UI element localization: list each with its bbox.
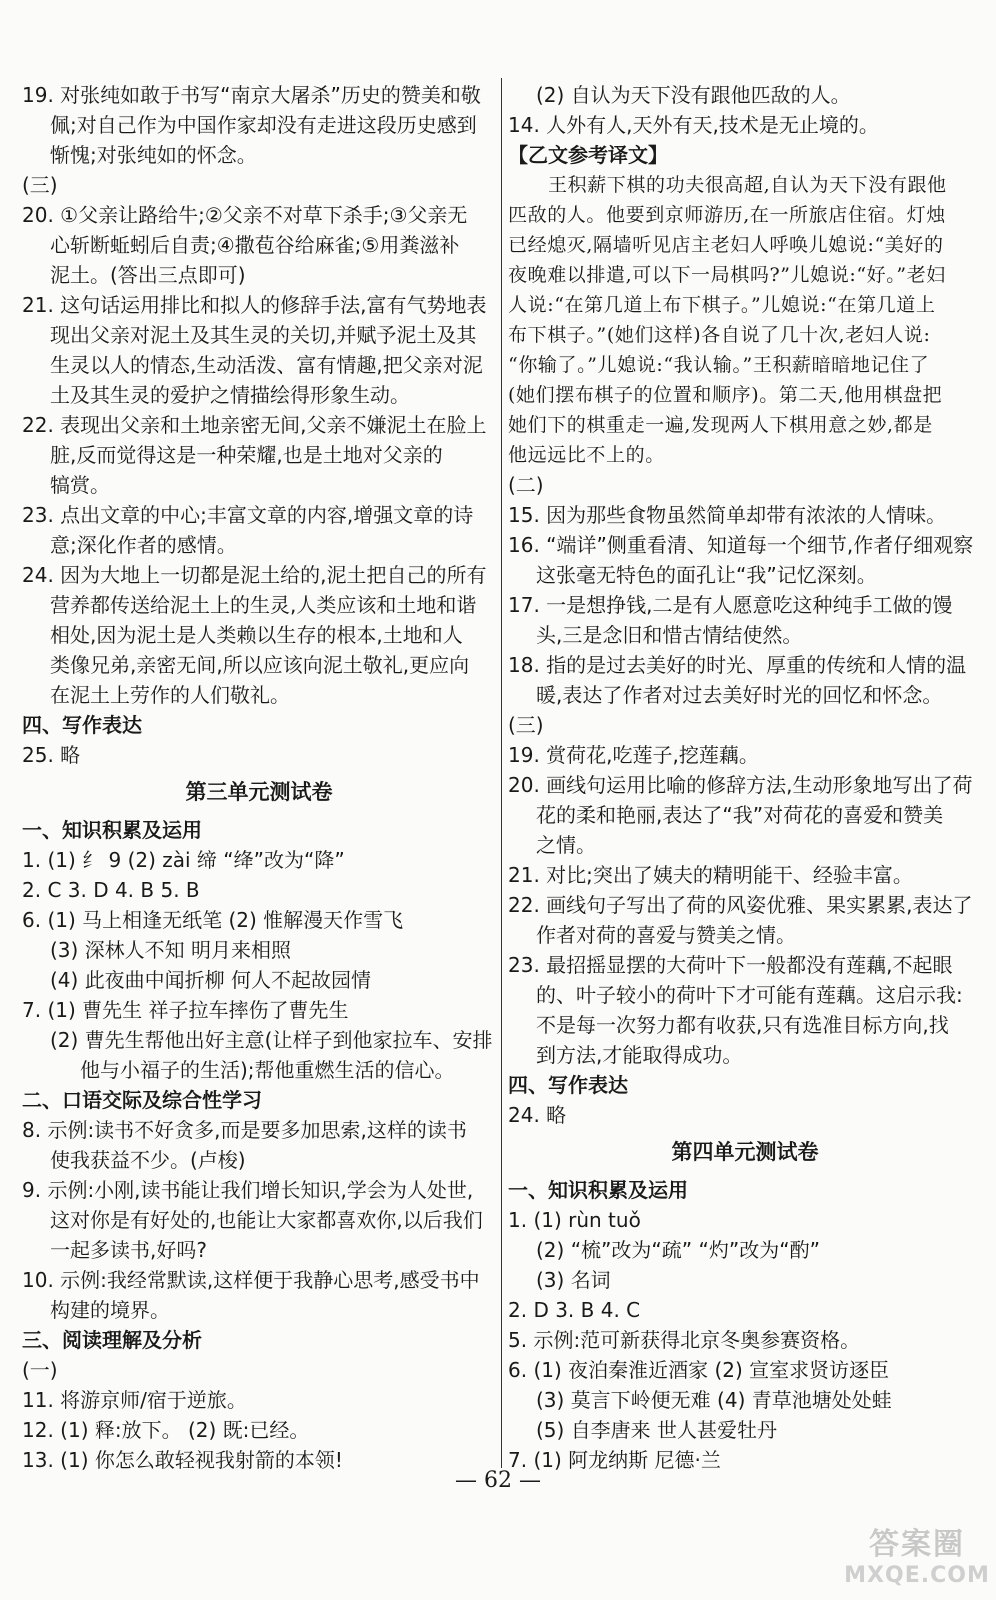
answer-line: 土及其生灵的爱护之情描绘得形象生动。 (50, 383, 410, 407)
translation-line: 他远远比不上的。 (508, 444, 665, 466)
answer-line: 13. (1) 你怎么敢轻视我射箭的本领! (22, 1448, 343, 1472)
answer-line: 21. 对比;突出了姨夫的精明能干、经验丰富。 (508, 863, 913, 887)
answer-line: 20. ①父亲让路给牛;②父亲不对草下杀手;③父亲无 (22, 203, 468, 227)
answer-line: 意;深化作者的感情。 (50, 533, 237, 557)
answer-line: (3) 莫言下岭便无难 (4) 青草池塘处处蛙 (536, 1388, 892, 1412)
answer-line: 8. 示例:读书不好贪多,而是要多加思索,这样的读书 (22, 1118, 467, 1142)
answer-line: (2) “梳”改为“疏” “灼”改为“酌” (536, 1238, 820, 1262)
answer-line: 现出父亲对泥土及其生灵的关切,并赋予泥土及其 (50, 323, 477, 347)
answer-line: 7. (1) 曹先生 祥子拉车摔伤了曹先生 (22, 998, 349, 1022)
answer-line: 不是每一次努力都有收获,只有选准目标方向,找 (536, 1013, 949, 1037)
translation-line: (她们摆布棋子的位置和顺序)。第二天,他用棋盘把 (508, 384, 943, 406)
unit-title: 第四单元测试卷 (671, 1140, 819, 1164)
answer-line: 犒赏。 (50, 473, 110, 497)
answer-line: (2) 曹先生帮他出好主意(让样子到他家拉车、安排 (50, 1028, 493, 1052)
answer-line: 7. (1) 阿龙纳斯 尼德·兰 (508, 1448, 721, 1472)
section-marker: (三) (22, 173, 58, 197)
answer-line: 惭愧;对张纯如的怀念。 (50, 143, 257, 167)
answer-line: 泥土。(答出三点即可) (50, 263, 246, 287)
right-column (508, 80, 982, 1475)
answer-line: 这张毫无特色的面孔让“我”记忆深刻。 (536, 563, 877, 587)
answer-line: 23. 最招摇显摆的大荷叶下一般都没有莲藕,不起眼 (508, 953, 953, 977)
answer-line: 18. 指的是过去美好的时光、厚重的传统和人情的温 (508, 653, 967, 677)
answer-line: 15. 因为那些食物虽然简单却带有浓浓的人情味。 (508, 503, 947, 527)
answer-line: 22. 画线句子写出了荷的风姿优雅、果实累累,表达了 (508, 893, 973, 917)
answer-line: 心斩断蚯蚓后自责;④撒苞谷给麻雀;⑤用粪滋补 (50, 233, 460, 257)
answer-line: 营养都传送给泥土上的生灵,人类应该和土地和谐 (50, 593, 477, 617)
section-marker: (三) (508, 713, 544, 737)
translation-line: 已经熄灭,隔墙听见店主老妇人呼唤儿媳说:“美好的 (508, 234, 944, 256)
answer-line: 脏,反而觉得这是一种荣耀,也是土地对父亲的 (50, 443, 443, 467)
answer-line: 19. 赏荷花,吃莲子,挖莲藕。 (508, 743, 759, 767)
answer-line: 12. (1) 释:放下。 (2) 既:已经。 (22, 1418, 310, 1442)
answer-line: 6. (1) 夜泊秦淮近酒家 (2) 宣室求贤访逐臣 (508, 1358, 890, 1382)
answer-line: 类像兄弟,亲密无间,所以应该向泥土敬礼,更应向 (50, 653, 470, 677)
answer-line: 2. C 3. D 4. B 5. B (22, 878, 200, 902)
answer-line: 一起多读书,好吗? (50, 1238, 207, 1262)
answer-line: 16. “端详”侧重看清、知道每一个细节,作者仔细观察 (508, 533, 974, 557)
answer-line: 6. (1) 马上相逢无纸笔 (2) 惟解漫天作雪飞 (22, 908, 404, 932)
column-divider (501, 78, 502, 1468)
answer-line: 1. (1) 纟 9 (2) zài 缔 “绛”改为“降” (22, 848, 345, 872)
answer-line: 1. (1) rùn tuǒ (508, 1208, 641, 1232)
answer-line: 9. 示例:小刚,读书能让我们增长知识,学会为人处世, (22, 1178, 474, 1202)
translation-line: 她们下的棋重走一遍,发现两人下棋用意之妙,都是 (508, 414, 933, 436)
answer-line: (5) 自李唐来 世人甚爱牡丹 (536, 1418, 778, 1442)
answer-line: 25. 略 (22, 743, 81, 767)
translation-line: “你输了。”儿媳说:“我认输。”王积薪暗暗地记住了 (508, 354, 930, 376)
section-heading: 一、知识积累及运用 (508, 1178, 688, 1202)
answer-line: 在泥土上劳作的人们敬礼。 (50, 683, 290, 707)
answer-line: 作者对荷的喜爱与赞美之情。 (536, 923, 796, 947)
answer-line: (3) 名词 (536, 1268, 611, 1292)
answer-line: 10. 示例:我经常默读,这样便于我静心思考,感受书中 (22, 1268, 480, 1292)
answer-line: 佩;对自己作为中国作家却没有走进这段历史感到 (50, 113, 477, 137)
answer-line: 5. 示例:范可新获得北京冬奥参赛资格。 (508, 1328, 861, 1352)
translation-heading: 【乙文参考译文】 (508, 143, 668, 167)
answer-line: 生灵以人的情态,生动活泼、富有情趣,把父亲对泥 (50, 353, 483, 377)
answer-line: 构建的境界。 (50, 1298, 170, 1322)
answer-line: 21. 这句话运用排比和拟人的修辞手法,富有气势地表 (22, 293, 487, 317)
answer-line: 头,三是念旧和惜古情结使然。 (536, 623, 803, 647)
answer-line: 11. 将游京师/宿于逆旅。 (22, 1388, 247, 1412)
section-heading: 四、写作表达 (508, 1073, 628, 1097)
left-column (22, 80, 496, 1475)
answer-line: 2. D 3. B 4. C (508, 1298, 641, 1322)
section-heading: 三、阅读理解及分析 (22, 1328, 202, 1352)
page-number: — 62 — (455, 1468, 541, 1493)
answer-line: 24. 因为大地上一切都是泥土给的,泥土把自己的所有 (22, 563, 487, 587)
section-heading: 四、写作表达 (22, 713, 142, 737)
answer-line: 17. 一是想挣钱,二是有人愿意吃这种纯手工做的馒 (508, 593, 953, 617)
answer-line: 之情。 (536, 833, 596, 857)
translation-line: 人说:“在第几道上布下棋子。”儿媳说:“在第几道上 (508, 294, 936, 316)
answer-line: 这对你是有好处的,也能让大家都喜欢你,以后我们 (50, 1208, 483, 1232)
watermark-mark: 答案圈 (869, 1526, 965, 1562)
translation-line: 王积薪下棋的功夫很高超,自认为天下没有跟他 (548, 174, 947, 196)
answer-line: 相处,因为泥土是人类赖以生存的根本,土地和人 (50, 623, 463, 647)
answer-line: (2) 自认为天下没有跟他匹敌的人。 (536, 83, 851, 107)
answer-line: 到方法,才能取得成功。 (536, 1043, 743, 1067)
translation-line: 布下棋子。”(她们这样)各自说了几十次,老妇人说: (508, 324, 931, 346)
answer-line: 花的柔和艳丽,表达了“我”对荷花的喜爱和赞美 (536, 803, 944, 827)
answer-line: 23. 点出文章的中心;丰富文章的内容,增强文章的诗 (22, 503, 474, 527)
section-marker: (二) (508, 473, 544, 497)
answer-line: 暖,表达了作者对过去美好时光的回忆和怀念。 (536, 683, 943, 707)
unit-title: 第三单元测试卷 (185, 780, 333, 804)
translation-line: 匹敌的人。他要到京师游历,在一所旅店住宿。灯烛 (508, 204, 946, 226)
watermark-site: MXQE.COM (844, 1562, 990, 1588)
watermark-logo (842, 1510, 992, 1596)
answer-line: 19. 对张纯如敢于书写“南京大屠杀”历史的赞美和敬 (22, 83, 481, 107)
section-marker: (一) (22, 1358, 58, 1382)
answer-line: 24. 略 (508, 1103, 567, 1127)
section-heading: 一、知识积累及运用 (22, 818, 202, 842)
answer-line: 14. 人外有人,天外有天,技术是无止境的。 (508, 113, 879, 137)
answer-line: 他与小福子的生活);帮他重燃生活的信心。 (80, 1058, 455, 1082)
answer-line: 20. 画线句运用比喻的修辞方法,生动形象地写出了荷 (508, 773, 973, 797)
answer-line: (3) 深林人不知 明月来相照 (50, 938, 292, 962)
answer-line: (4) 此夜曲中闻折柳 何人不起故园情 (50, 968, 372, 992)
answer-line: 使我获益不少。(卢梭) (50, 1148, 246, 1172)
answer-line: 22. 表现出父亲和土地亲密无间,父亲不嫌泥土在脸上 (22, 413, 487, 437)
answer-line: 的、叶子较小的荷叶下才可能有莲藕。这启示我: (536, 983, 963, 1007)
section-heading: 二、口语交际及综合性学习 (22, 1088, 262, 1112)
translation-line: 夜晚难以排遣,可以下一局棋吗?”儿媳说:“好。”老妇 (508, 264, 946, 286)
